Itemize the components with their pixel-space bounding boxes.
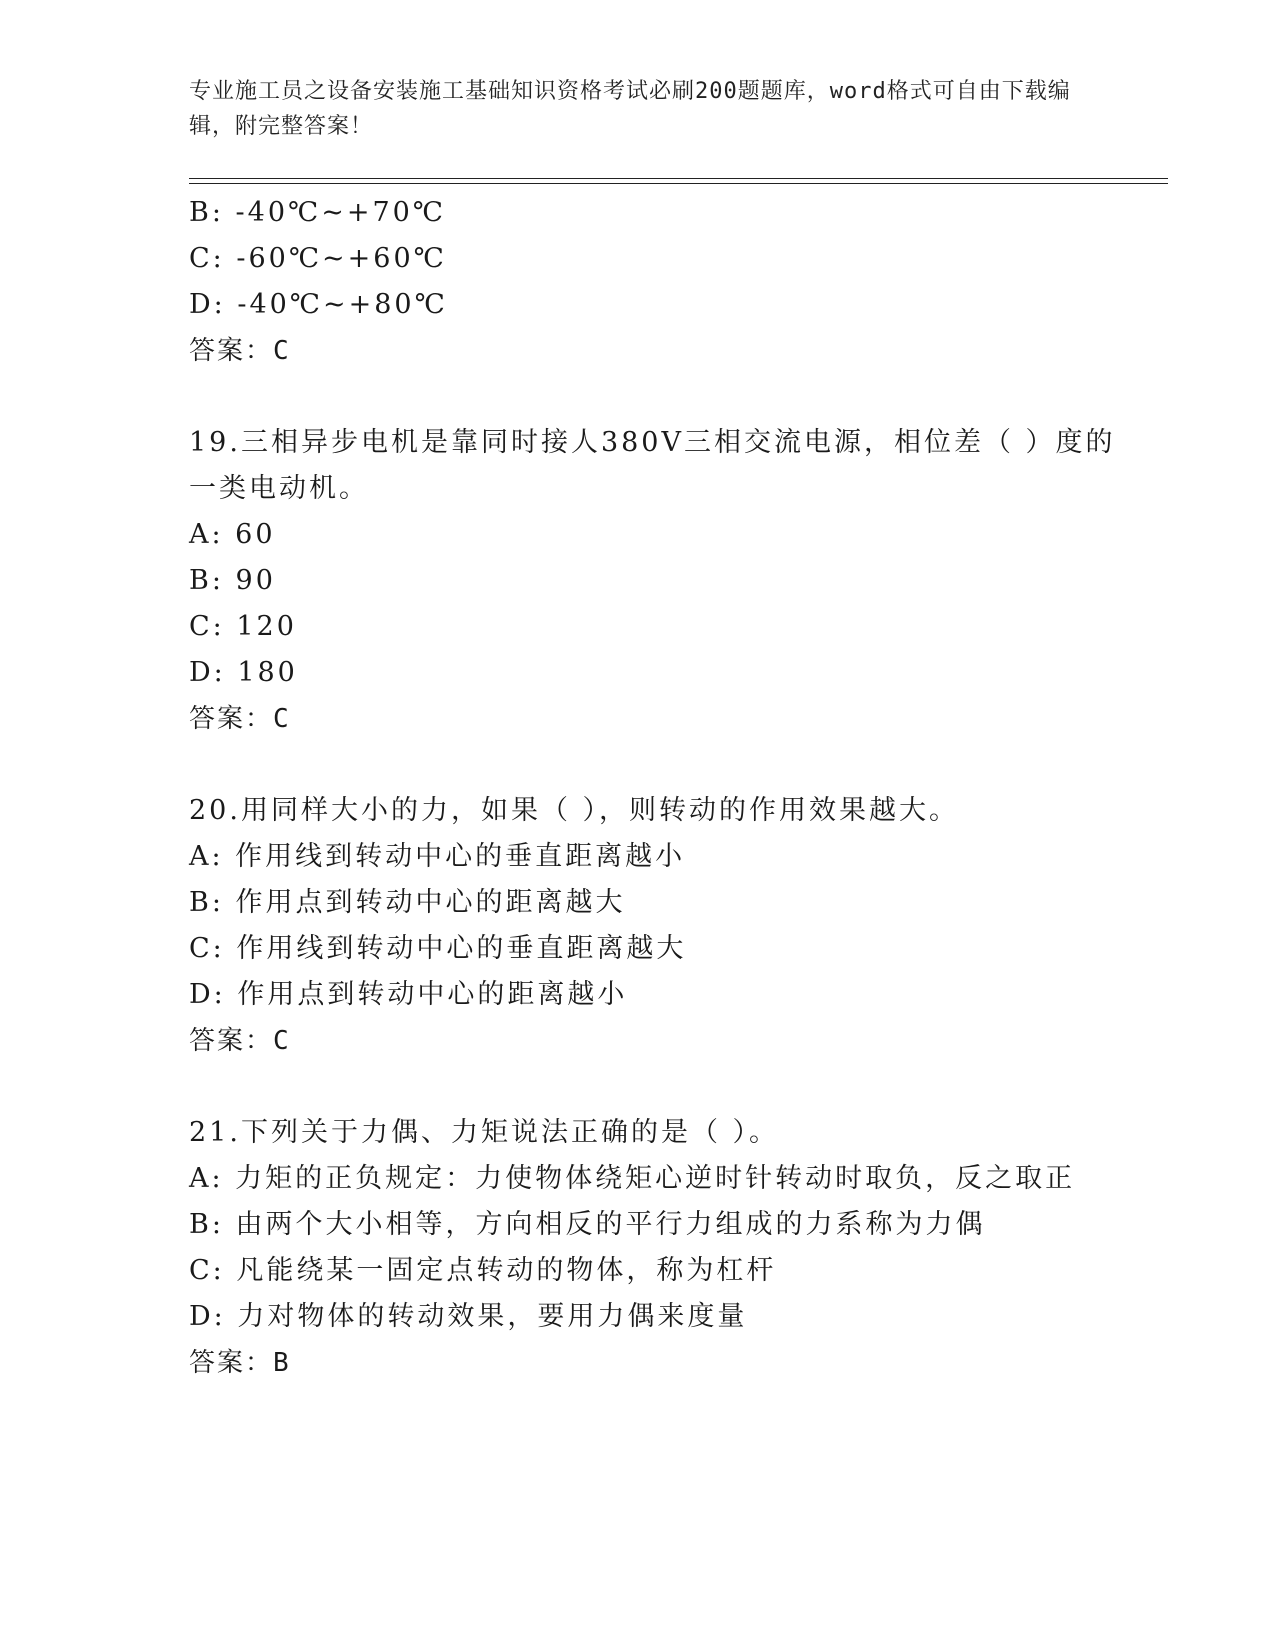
option-d: D: 作用点到转动中心的距离越小	[189, 979, 628, 1010]
option-a: A: 力矩的正负规定：力使物体绕矩心逆时针转动时取负，反之取正	[189, 1163, 1076, 1194]
option-b: B: 由两个大小相等，方向相反的平行力组成的力系称为力偶	[189, 1209, 986, 1240]
spacer	[189, 1064, 1149, 1110]
question-19	[189, 420, 1149, 742]
option-c: C: 作用线到转动中心的垂直距离越大	[189, 933, 687, 964]
option-d: D: 180	[189, 657, 298, 688]
answer-line: 答案：C	[189, 1026, 291, 1056]
option-b: B: 90	[189, 565, 276, 596]
question-20	[189, 788, 1149, 1064]
question-stem-continued: 一类电动机。	[189, 473, 369, 504]
option-c: C: -60℃~+60℃	[189, 243, 447, 274]
header-rule-bottom	[189, 183, 1168, 184]
spacer	[189, 742, 1149, 788]
option-d: D: -40℃~+80℃	[189, 289, 448, 320]
question-stem: 21.下列关于力偶、力矩说法正确的是（ ）。	[189, 1117, 780, 1148]
option-d: D: 力对物体的转动效果，要用力偶来度量	[189, 1301, 748, 1332]
spacer	[189, 374, 1149, 420]
question-stem: 19.三相异步电机是靠同时接人380V三相交流电源，相位差（ ）度的	[189, 427, 1116, 458]
answer-line: 答案：C	[189, 336, 291, 366]
header-rule-top	[189, 178, 1168, 179]
question-list	[189, 190, 1149, 1386]
document-header: 专业施工员之设备安装施工基础知识资格考试必刷200题题库，word格式可自由下载编辑，附完整答案！	[189, 79, 1071, 139]
option-c: C: 凡能绕某一固定点转动的物体，称为杠杆	[189, 1255, 777, 1286]
option-b: B: -40℃~+70℃	[189, 197, 447, 228]
option-b: B: 作用点到转动中心的距离越大	[189, 887, 626, 918]
answer-line: 答案：C	[189, 704, 291, 734]
question-21	[189, 1110, 1149, 1386]
option-c: C: 120	[189, 611, 297, 642]
answer-line: 答案：B	[189, 1348, 291, 1378]
question-stem: 20.用同样大小的力，如果（ ），则转动的作用效果越大。	[189, 795, 960, 826]
option-a: A: 作用线到转动中心的垂直距离越小	[189, 841, 686, 872]
question-18-tail	[189, 190, 1149, 374]
option-a: A: 60	[189, 519, 276, 550]
